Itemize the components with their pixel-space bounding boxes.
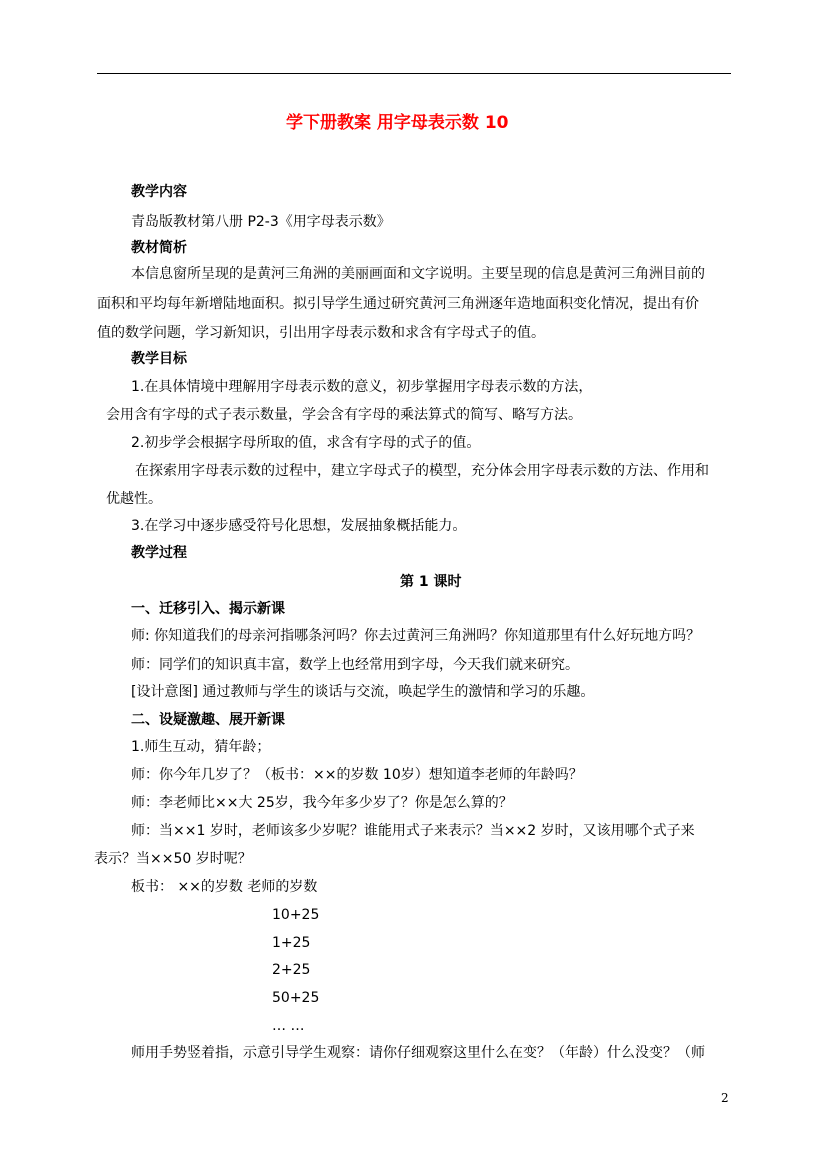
- header-rule: [97, 73, 731, 74]
- paragraph: 优越性。: [106, 491, 162, 507]
- heading-goals: 教学目标: [131, 351, 187, 367]
- paragraph: 1.在具体情境中理解用字母表示数的意义，初步掌握用字母表示数的方法，: [131, 379, 593, 395]
- paragraph: 3.在学习中逐步感受符号化思想，发展抽象概括能力。: [131, 518, 467, 534]
- board-expression: 2+25: [272, 962, 311, 978]
- section-heading: 一、迁移引入、揭示新课: [131, 601, 285, 617]
- paragraph: 面积和平均每年新增陆地面积。拟引导学生通过研究黄河三角洲逐年造地面积变化情况，提出有价: [97, 296, 699, 312]
- paragraph: 师：当××1 岁时，老师该多少岁呢？谁能用式子来表示？当××2 岁时，又该用哪个式子来: [131, 823, 695, 839]
- paragraph: 在探索用字母表示数的过程中，建立字母式子的模型，充分体会用字母表示数的方法、作用和: [135, 463, 709, 479]
- paragraph: 师：你今年几岁了？（板书：××的岁数 10岁）想知道李老师的年龄吗？: [131, 767, 583, 783]
- paragraph: 2.初步学会根据字母所取的值，求含有字母的式子的值。: [131, 435, 481, 451]
- heading-process: 教学过程: [131, 545, 187, 561]
- paragraph: 师：同学们的知识真丰富，数学上也经常用到字母，今天我们就来研究。: [131, 657, 579, 673]
- paragraph: 本信息窗所呈现的是黄河三角洲的美丽画面和文字说明。主要呈现的信息是黄河三角洲目前的: [131, 266, 705, 282]
- paragraph: 青岛版教材第八册 P2-3《用字母表示数》: [131, 214, 391, 230]
- board-ellipsis: … …: [272, 1018, 305, 1034]
- paragraph: 师：李老师比××大 25岁，我今年多少岁了？你是怎么算的？: [131, 795, 513, 811]
- paragraph: 会用含有字母的式子表示数量，学会含有字母的乘法算式的简写、略写方法。: [106, 407, 582, 423]
- paragraph: 师用手势竖着指，示意引导学生观察：请你仔细观察这里什么在变？（年龄）什么没变？（师: [131, 1045, 705, 1061]
- heading-content: 教学内容: [131, 184, 187, 200]
- section-heading: 二、设疑激趣、展开新课: [131, 712, 285, 728]
- paragraph: 师: 你知道我们的母亲河指哪条河吗？你去过黄河三角洲吗？你知道那里有什么好玩地方吗？: [131, 628, 701, 644]
- paragraph: 表示？当××50 岁时呢？: [94, 851, 252, 867]
- doc-title: 学下册教案 用字母表示数 10: [286, 113, 509, 133]
- paragraph: 值的数学问题，学习新知识，引出用字母表示数和求含有字母式子的值。: [97, 325, 545, 341]
- board-header: 板书： ××的岁数 老师的岁数: [131, 879, 318, 895]
- board-expression: 1+25: [272, 935, 311, 951]
- design-intent: [设计意图] 通过教师与学生的谈话与交流，唤起学生的激情和学习的乐趣。: [131, 684, 595, 700]
- board-expression: 50+25: [272, 990, 320, 1006]
- paragraph: 1.师生互动，猜年龄；: [131, 739, 271, 755]
- board-expression: 10+25: [272, 907, 320, 923]
- lesson-label: 第 1 课时: [400, 574, 462, 590]
- heading-analysis: 教材简析: [131, 240, 187, 256]
- page-number: 2: [721, 1091, 729, 1105]
